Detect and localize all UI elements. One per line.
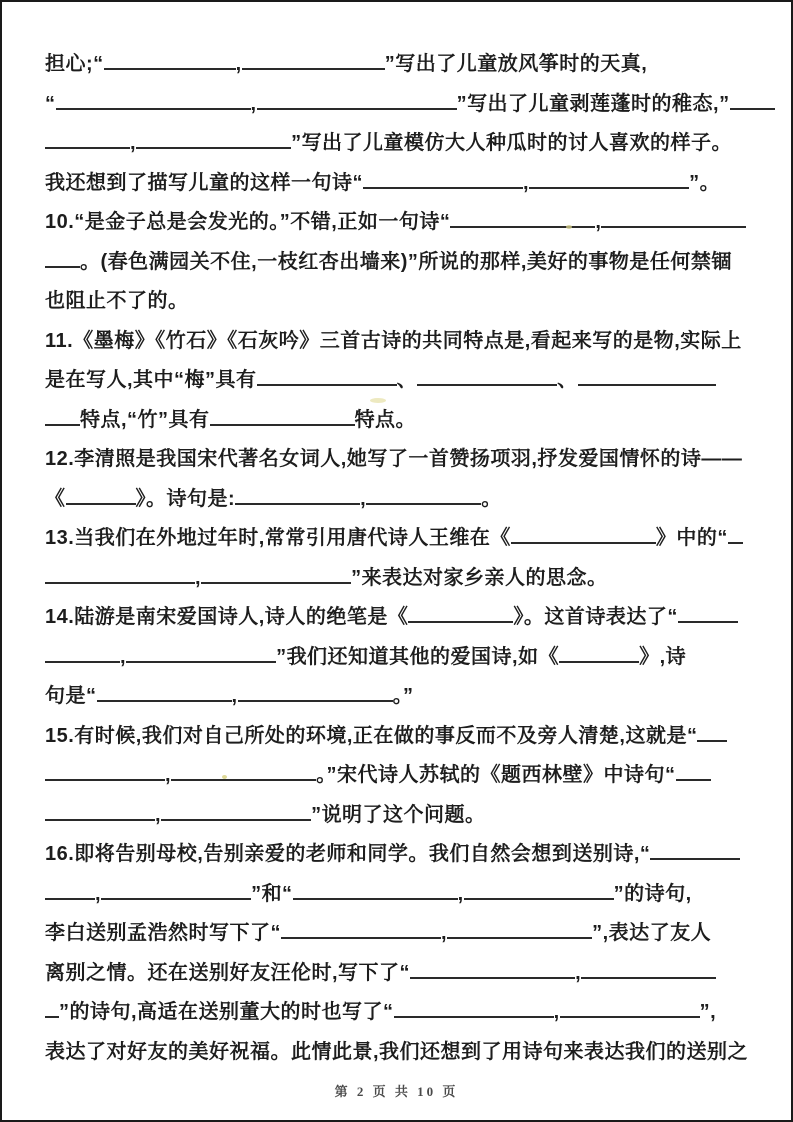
text-run: 李白送别孟浩然时写下了“	[45, 922, 281, 944]
answer-blank	[45, 659, 120, 663]
answer-blank	[257, 106, 457, 110]
text-run: “	[45, 92, 56, 115]
answer-blank	[45, 264, 80, 268]
text-line	[45, 993, 755, 1033]
text-line	[45, 124, 755, 164]
text-run: 12.李清照是我国宋代著名女词人,她写了一首赞扬项羽,抒发爱国情怀的诗——	[45, 448, 743, 470]
text-run: ,	[595, 211, 602, 233]
text-line	[45, 243, 755, 283]
answer-blank	[529, 185, 689, 189]
answer-blank	[366, 501, 481, 505]
text-run: ,	[441, 922, 448, 944]
text-line	[45, 954, 755, 994]
text-line	[45, 559, 755, 599]
answer-blank	[161, 817, 311, 821]
text-run: 特点,“竹”具有	[80, 408, 210, 431]
answer-blank	[126, 659, 276, 663]
answer-blank	[559, 659, 639, 663]
text-run: 14.陆游是南宋爱国诗人,诗人的绝笔是《	[45, 606, 409, 628]
text-run: ,	[95, 882, 102, 905]
text-run: ,	[231, 685, 238, 707]
text-line	[45, 835, 755, 875]
text-run: ”写出了儿童模仿大人种瓜时的讨人喜欢的样子。	[291, 132, 733, 154]
text-run: 。”	[392, 685, 414, 707]
text-line	[45, 875, 755, 915]
answer-blank	[101, 896, 251, 900]
text-run: 、	[557, 369, 578, 391]
text-run: 担心;“	[45, 53, 104, 75]
text-run: ”,表达了友人	[592, 922, 712, 944]
scan-speck	[370, 398, 386, 403]
text-run: 16.即将告别母校,告别亲爱的老师和同学。我们自然会想到送别诗,“	[45, 843, 651, 865]
page-footer: 第 2 页 共 10 页	[334, 1084, 459, 1099]
answer-blank	[201, 580, 351, 584]
text-run: ”写出了儿童放风筝时的天真,	[384, 53, 648, 75]
text-run: 15.有时候,我们对自己所处的环境,正在做的事反而不及旁人清楚,这就是“	[45, 724, 698, 747]
answer-blank	[136, 145, 291, 149]
text-run: 《	[45, 487, 66, 510]
answer-blank	[728, 540, 743, 544]
answer-blank	[104, 66, 236, 70]
answer-blank	[281, 935, 441, 939]
text-run: ,	[165, 764, 172, 786]
text-line	[45, 756, 755, 796]
text-run: 是在写人,其中“梅”具有	[45, 369, 257, 391]
text-run: 》中的“	[655, 527, 728, 549]
text-line	[45, 203, 755, 243]
answer-blank	[45, 1014, 59, 1018]
text-run: ,	[553, 1001, 560, 1023]
text-line	[45, 796, 755, 836]
worksheet-content	[45, 45, 755, 1072]
text-run: 。(春色满园关不住,一枝红杏出墙来)”所说的那样,美好的事物是任何禁锢	[80, 250, 732, 273]
answer-blank	[97, 698, 232, 702]
text-run: 特点。	[354, 408, 417, 431]
answer-blank	[730, 106, 775, 110]
answer-blank	[410, 975, 575, 979]
text-run: ,	[457, 882, 464, 905]
answer-blank	[257, 382, 397, 386]
text-line	[45, 914, 755, 954]
answer-blank	[238, 698, 393, 702]
text-run: 、	[396, 369, 418, 391]
answer-blank	[447, 935, 592, 939]
text-run: 句是“	[45, 685, 97, 707]
answer-blank	[511, 540, 656, 544]
text-run: 。	[481, 487, 502, 510]
text-line	[45, 322, 755, 362]
answer-blank	[66, 501, 136, 505]
text-run: ,	[120, 645, 127, 668]
text-line	[45, 164, 755, 204]
answer-blank	[676, 777, 711, 781]
text-line	[45, 440, 755, 480]
scan-speck	[222, 775, 227, 779]
text-run: ,	[130, 132, 137, 154]
text-run: ,	[195, 566, 202, 589]
answer-blank	[45, 777, 165, 781]
answer-blank	[417, 382, 557, 386]
text-line	[45, 677, 755, 717]
text-line	[45, 480, 755, 520]
answer-blank	[45, 580, 195, 584]
answer-blank	[578, 382, 716, 386]
text-run: ”我们还知道其他的爱国诗,如《	[276, 645, 560, 668]
text-run: ”。	[689, 171, 721, 194]
text-run: ”和“	[251, 882, 293, 905]
text-run: 也阻止不了的。	[45, 290, 189, 312]
text-run: ,	[155, 803, 162, 826]
scan-speck	[566, 225, 572, 229]
text-run: ”来表达对家乡亲人的思念。	[351, 566, 608, 589]
answer-blank	[210, 422, 355, 426]
text-line	[45, 401, 755, 441]
text-run: ,	[250, 92, 257, 115]
text-run: ”,	[699, 1001, 717, 1023]
text-run: ,	[523, 171, 530, 194]
answer-blank	[293, 896, 458, 900]
worksheet-lines	[45, 45, 755, 1072]
text-run: 离别之情。还在送别好友汪伦时,写下了“	[45, 961, 411, 984]
answer-blank	[394, 1014, 554, 1018]
answer-blank	[678, 619, 738, 623]
text-run: ”说明了这个问题。	[311, 803, 486, 826]
answer-blank	[45, 422, 80, 426]
text-line	[45, 45, 755, 85]
text-run: 10.“是金子总是会发光的。”不错,正如一句诗“	[45, 211, 451, 233]
answer-blank	[601, 224, 746, 228]
text-run: 我还想到了描写儿童的这样一句诗“	[45, 171, 363, 194]
text-run: ,	[575, 961, 582, 984]
text-run: 13.当我们在外地过年时,常常引用唐代诗人王维在《	[45, 527, 511, 549]
answer-blank	[235, 501, 360, 505]
text-run: ”的诗句,高适在送别董大的时也写了“	[59, 1001, 394, 1023]
text-line	[45, 638, 755, 678]
text-line	[45, 1033, 755, 1073]
text-line	[45, 282, 755, 322]
text-line	[45, 85, 755, 125]
answer-blank	[697, 738, 727, 742]
text-run: 。”宋代诗人苏轼的《题西林壁》中诗句“	[316, 764, 676, 786]
answer-blank	[56, 106, 251, 110]
text-run: ”写出了儿童剥莲蓬时的稚态,”	[456, 92, 730, 115]
text-run: 》,诗	[639, 645, 687, 668]
text-run: ”的诗句,	[613, 882, 692, 905]
answer-blank	[581, 975, 716, 979]
text-line	[45, 598, 755, 638]
answer-blank	[171, 777, 316, 781]
answer-blank	[45, 896, 95, 900]
answer-blank	[464, 896, 614, 900]
answer-blank	[363, 185, 523, 189]
answer-blank	[242, 66, 385, 70]
text-run: 表达了对好友的美好祝福。此情此景,我们还想到了用诗句来表达我们的送别之	[45, 1040, 749, 1063]
answer-blank	[650, 856, 740, 860]
answer-blank	[450, 224, 595, 228]
answer-blank	[408, 619, 513, 623]
text-line	[45, 361, 755, 401]
text-run: ,	[360, 487, 367, 510]
text-line	[45, 717, 755, 757]
answer-blank	[45, 145, 130, 149]
answer-blank	[560, 1014, 700, 1018]
text-run: 》。这首诗表达了“	[513, 606, 678, 628]
text-run: 》。诗句是:	[135, 487, 236, 510]
text-run: ,	[235, 53, 242, 75]
text-run: 11.《墨梅》《竹石》《石灰吟》三首古诗的共同特点是,看起来写的是物,实际上	[45, 329, 742, 352]
answer-blank	[45, 817, 155, 821]
text-line	[45, 519, 755, 559]
